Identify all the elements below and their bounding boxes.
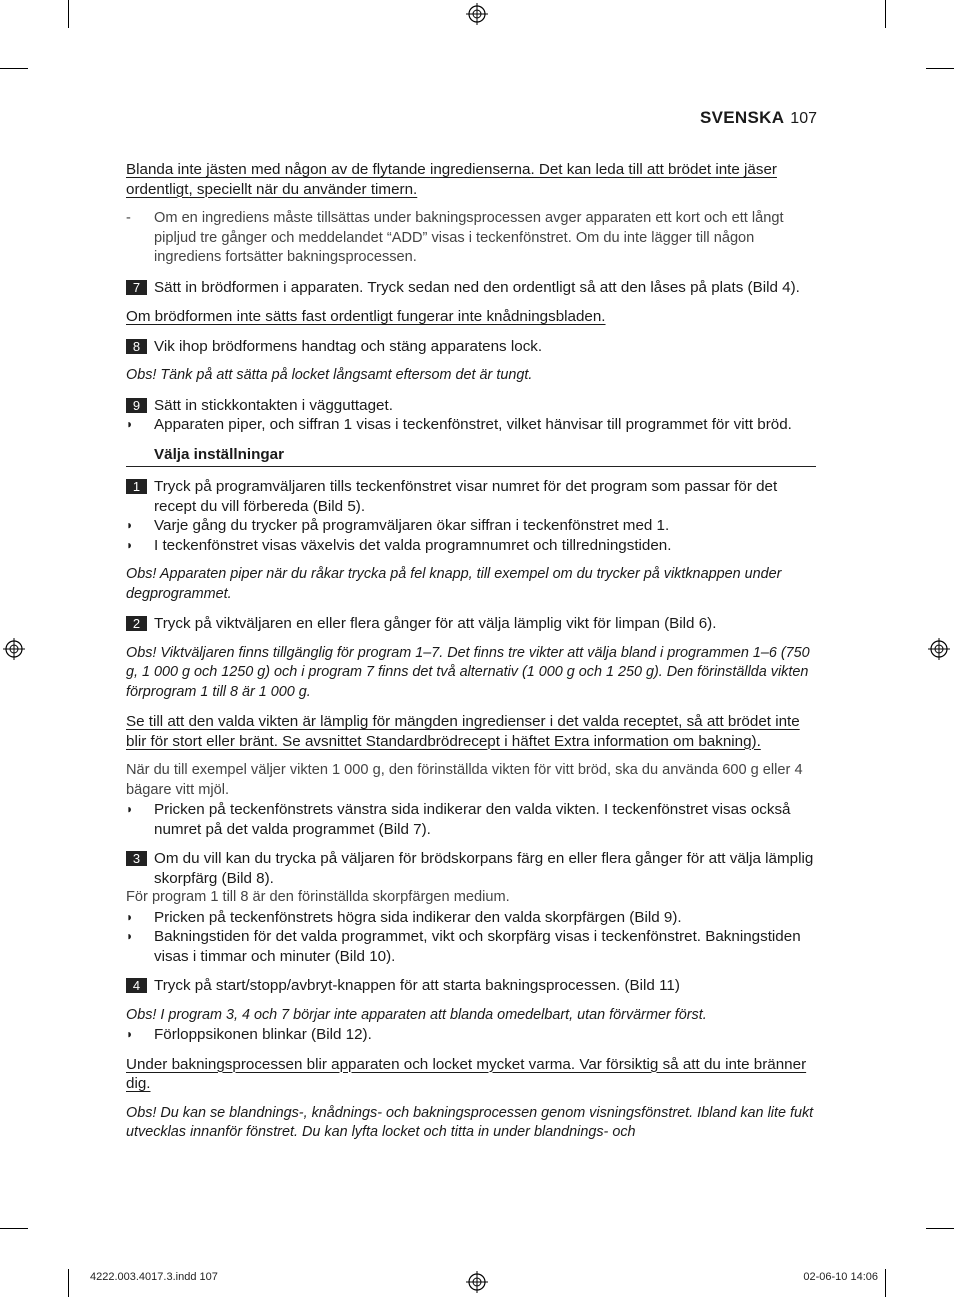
step-text: Tryck på programväljaren tills teckenfönstret visar numret för det program som passar för det recept du vill förbereda (Bild 5).: [154, 478, 778, 515]
registration-mark-icon: [466, 3, 488, 25]
registration-mark-icon: [928, 638, 950, 660]
step-9: [126, 396, 816, 416]
step-1: [126, 477, 816, 516]
step-number: 1: [126, 479, 147, 494]
result-item: [126, 1025, 816, 1045]
note-text: Obs! I program 3, 4 och 7 börjar inte apparaten att blanda omedelbart, utan förvärmer först.: [126, 1006, 707, 1023]
result-item: [126, 800, 816, 839]
language-label: SVENSKA: [700, 108, 785, 127]
warning-text: Blanda inte jästen med någon av de flytande ingredienserna. Det kan leda till att brödet inte jäser ordentligt, speciellt när du använder timern.: [126, 161, 777, 198]
registration-mark-icon: [3, 638, 25, 660]
step-text: Tryck på viktväljaren en eller flera gånger för att välja lämplig vikt för limpan (Bild 6).: [154, 615, 717, 632]
bullet-icon: ◗: [126, 929, 134, 943]
step-number: 9: [126, 398, 147, 413]
result-text: Varje gång du trycker på programväljaren ökar siffran i teckenfönstret med 1.: [154, 517, 670, 534]
result-text: Förloppsikonen blinkar (Bild 12).: [154, 1026, 372, 1043]
bullet-icon: ◗: [126, 1027, 134, 1041]
note-text: Obs! Apparaten piper när du råkar trycka på fel knapp, till exempel om du trycker på viktknappen under degprogrammet.: [126, 566, 782, 602]
bullet-icon: ◗: [126, 518, 134, 532]
note-text: Obs! Viktväljaren finns tillgänglig för program 1–7. Det finns tre vikter att välja bland i programmen 1–6 (750 g, 1 000 g och 1250 g) och i program 7 finns det två alternativ (1 000 g och 1 250 g). Den förinställda vikten förprogram 1 till 8 är 1 000 g.: [126, 644, 810, 700]
list-item: [126, 209, 816, 268]
dash-marker: -: [126, 210, 131, 226]
body-text: För program 1 till 8 är den förinställda skorpfärgen medium.: [126, 889, 510, 905]
registration-mark-icon: [466, 1271, 488, 1293]
crop-mark: [0, 68, 28, 69]
note-text: Obs! Tänk på att sätta på locket långsamt eftersom det är tungt.: [126, 367, 533, 383]
result-item: [126, 927, 816, 966]
step-2: [126, 614, 816, 634]
step-text: Sätt in brödformen i apparaten. Tryck sedan ned den ordentligt så att den låses på plats (Bild 4).: [154, 278, 800, 296]
step-8: [126, 337, 816, 357]
warning-text: Under bakningsprocessen blir apparaten och locket mycket varma. Var försiktig så att du inte bränner dig.: [126, 1055, 807, 1092]
crop-mark: [926, 68, 954, 69]
step-3: [126, 849, 816, 888]
section-heading: Välja inställningar: [126, 445, 816, 468]
crop-mark: [885, 1269, 886, 1297]
step-number: 7: [126, 280, 147, 295]
step-text: Vik ihop brödformens handtag och stäng apparatens lock.: [154, 337, 543, 355]
warning-text: Se till att den valda vikten är lämplig för mängden ingredienser i det valda receptet, så att brödet inte blir för stort eller bränt. Se avsnittet Standardbrödrecept i häftet Extra information om bakning).: [126, 713, 800, 750]
result-text: Bakningstiden för det valda programmet, vikt och skorpfärg visas i teckenfönstret. Bakningstiden visas i timmar och minuter (Bild 10).: [154, 928, 801, 965]
crop-mark: [68, 0, 69, 28]
result-item: [126, 415, 816, 435]
crop-mark: [926, 1228, 954, 1229]
crop-mark: [0, 1228, 28, 1229]
page-number: 107: [790, 110, 817, 127]
bullet-icon: ◗: [126, 909, 134, 924]
list-item-text: Om en ingrediens måste tillsättas under bakningsprocessen avger apparaten ett kort och ett långt pipljud tre gånger och meddelandet “ADD” visas i teckenfönstret. Om du inte lägger till någon ingrediens fortsätter bakningsprocessen.: [154, 210, 784, 265]
note-text: Obs! Du kan se blandnings-, knådnings- och bakningsprocessen genom visningsfönstret. Ibland kan lite fukt utvecklas innanför fönstret. Du kan lyfta locket och titta in under blandnings- och: [126, 1104, 814, 1140]
crop-mark: [885, 0, 886, 28]
step-number: 4: [126, 978, 147, 993]
result-text: Pricken på teckenfönstrets vänstra sida indikerar den valda vikten. I teckenfönstret visas också numret på det valda programmet (Bild 7).: [154, 801, 791, 838]
step-text: Om du vill kan du trycka på väljaren för brödskorpans färg en eller flera gånger för att välja lämplig skorpfärg (Bild 8).: [154, 850, 814, 887]
result-text: I teckenfönstret visas växelvis det valda programnumret och tillredningstiden.: [154, 536, 672, 554]
page-content: [126, 160, 816, 1153]
footer-timestamp: 02-06-10 14:06: [803, 1271, 878, 1283]
body-text: När du till exempel väljer vikten 1 000 g, den förinställda vikten för vitt bröd, ska du använda 600 g eller 4 bägare vitt mjöl.: [126, 762, 803, 798]
result-text: Pricken på teckenfönstrets högra sida indikerar den valda skorpfärgen (Bild 9).: [154, 908, 682, 926]
step-text: Sätt in stickkontakten i vägguttaget.: [154, 396, 393, 414]
page-header: [700, 108, 817, 128]
step-4: [126, 976, 816, 996]
step-text: Tryck på start/stopp/avbryt-knappen för att starta bakningsprocessen. (Bild 11): [154, 977, 680, 994]
result-item: [126, 908, 816, 928]
step-number: 2: [126, 616, 147, 631]
step-7: [126, 278, 816, 298]
step-number: 3: [126, 851, 147, 866]
bullet-icon: ◗: [126, 802, 134, 816]
result-item: [126, 536, 816, 556]
result-text: Apparaten piper, och siffran 1 visas i teckenfönstret, vilket hänvisar till programmet för vitt bröd.: [154, 416, 792, 433]
footer-file-info: 4222.003.4017.3.indd 107: [90, 1271, 218, 1283]
step-number: 8: [126, 339, 147, 354]
crop-mark: [68, 1269, 69, 1297]
bullet-icon: ◗: [126, 537, 134, 552]
result-item: [126, 516, 816, 536]
warning-text: Om brödformen inte sätts fast ordentligt fungerar inte knådningsbladen.: [126, 308, 606, 325]
bullet-icon: ◗: [126, 417, 134, 431]
